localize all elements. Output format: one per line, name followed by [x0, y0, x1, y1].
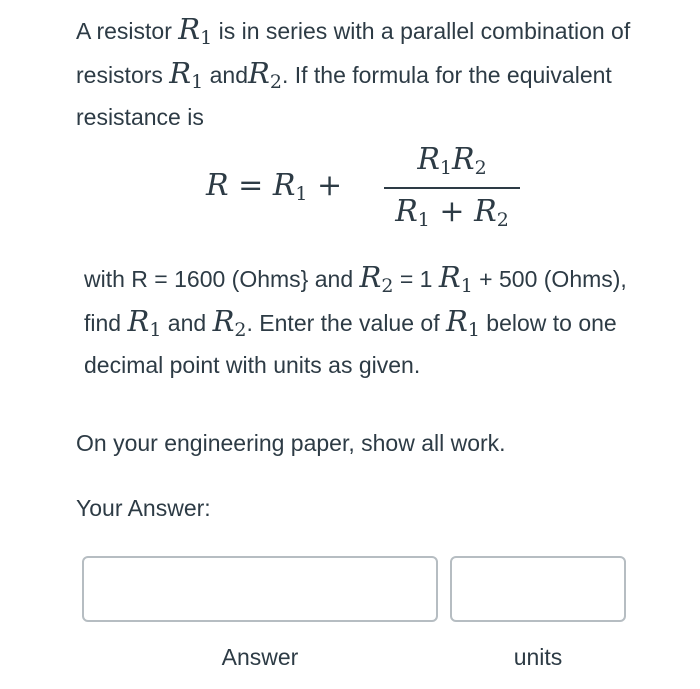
- details-text-6: below to one decimal point with units as given.: [84, 310, 617, 378]
- answer-label: Answer: [221, 644, 299, 670]
- var-r1: $R_1$: [445, 304, 480, 341]
- var-r1: $R_1$: [438, 260, 473, 297]
- var-r2: $R_2$: [212, 304, 247, 341]
- var-r1: $R_1$: [178, 12, 213, 49]
- details-text-3: + 500 (Ohms), find: [84, 266, 627, 336]
- fraction-bar: [384, 187, 520, 189]
- formula-lhs: $R = R_1$ +: [206, 168, 343, 205]
- var-r1: $R_1$: [169, 56, 204, 93]
- intro-text-3: and: [203, 62, 248, 88]
- question-details: [76, 260, 636, 383]
- var-r2: $R_2$: [359, 260, 394, 297]
- details-text-5: . Enter the value of: [246, 310, 446, 336]
- instruction-note: On your engineering paper, show all work.: [76, 430, 506, 456]
- your-answer-heading: Your Answer:: [76, 495, 211, 521]
- details-text-2: = 1: [393, 266, 439, 292]
- answer-input[interactable]: [82, 556, 438, 622]
- var-r1: $R_1$: [127, 304, 162, 341]
- equivalent-resistance-formula: [0, 142, 700, 240]
- intro-text-4: . If the formula for the equivalent resistance is: [76, 62, 612, 130]
- formula-denominator: $R_1 + R_2$: [395, 194, 509, 231]
- var-r2: $R_2$: [248, 56, 282, 93]
- formula-numerator: $R_1R_2$: [417, 142, 487, 179]
- intro-text-2: is in series with a parallel combination of resistors: [76, 18, 631, 88]
- question-intro: [76, 12, 636, 135]
- units-label: units: [513, 644, 563, 670]
- details-text-1: with R = 1600 (Ohms} and: [84, 266, 360, 292]
- intro-text-1: A resistor: [76, 18, 179, 44]
- details-text-4: and: [161, 310, 213, 336]
- units-input[interactable]: [450, 556, 626, 622]
